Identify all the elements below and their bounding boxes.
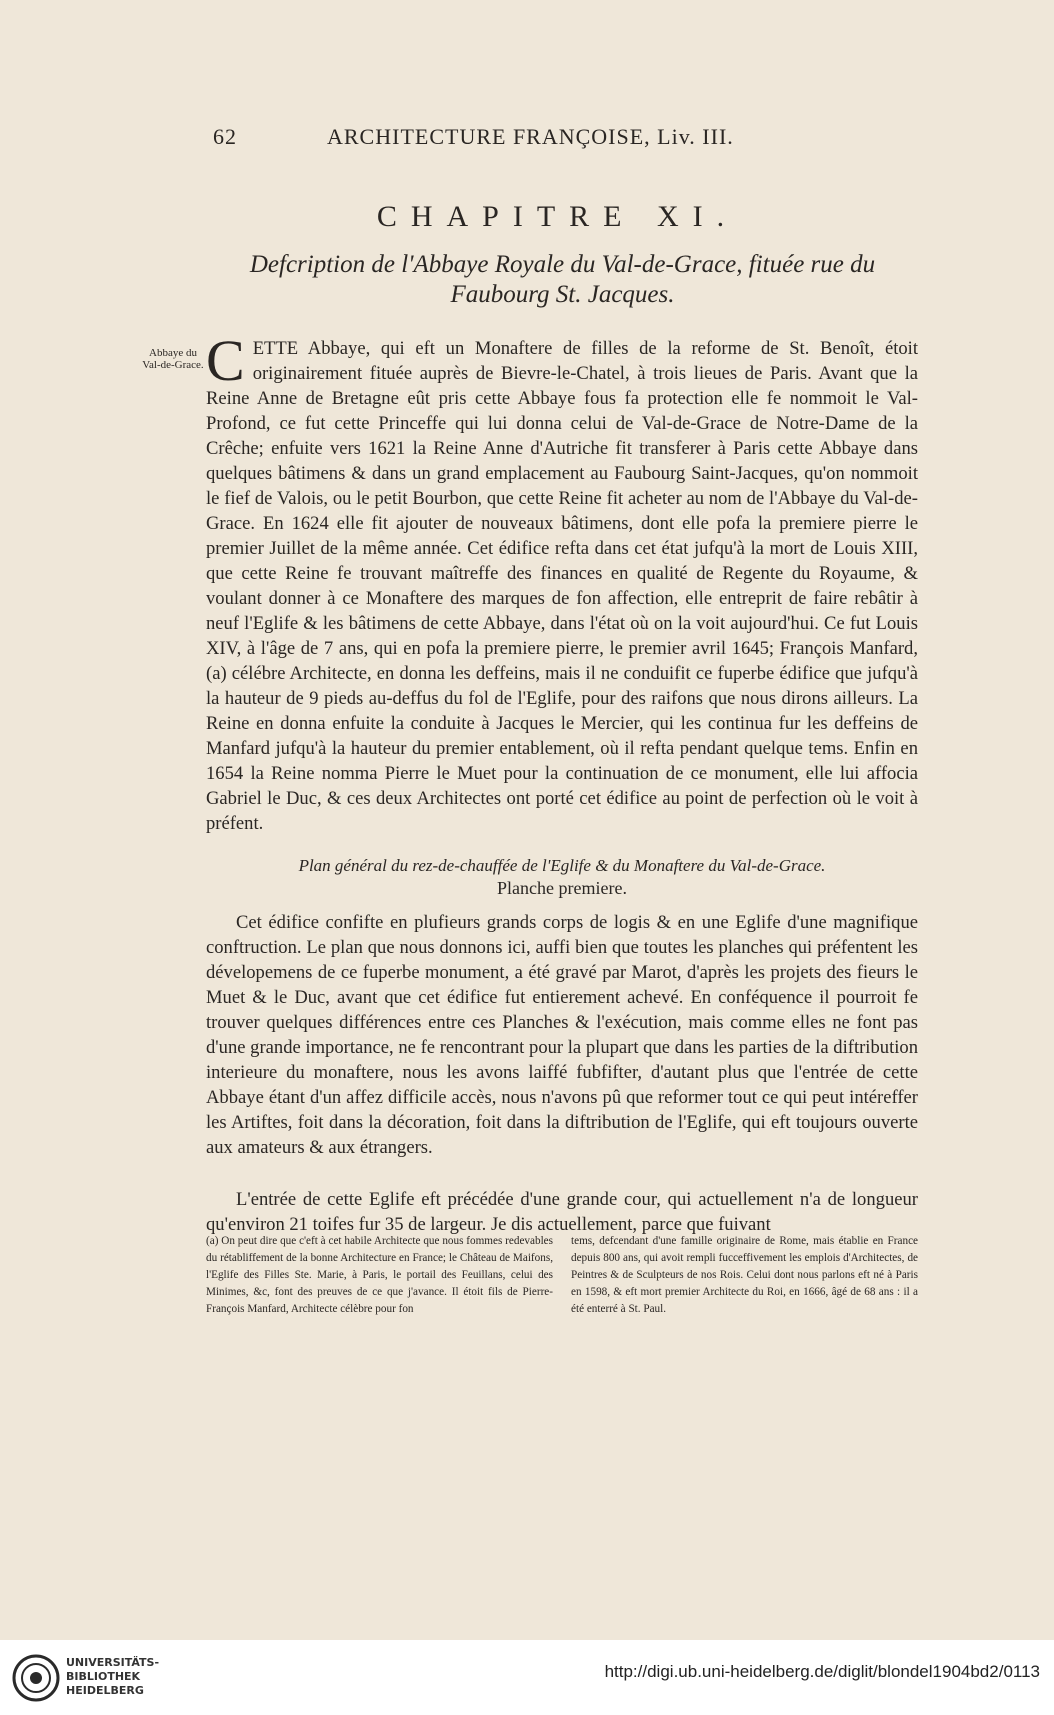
paragraph-1 bbox=[206, 328, 918, 836]
heidelberg-library-logo-icon[interactable] bbox=[12, 1654, 60, 1702]
paragraph-1-text: ETTE Abbaye, qui eft un Monaftere de filles de la reforme de St. Benoît, étoit originairement fituée auprès de Bievre-le-Chatel, à trois lieues de Paris. Avant que la Reine Anne de Bretagne eût pris cette Abbaye fous fa protection elle fe nommoit le Val-Profond, ce fut cette Princeffe qui lui donna celui de Val-de-Grace de Notre-Dame de la Crêche; enfuite vers 1621 la Reine Anne d'Autriche fit transferer à Paris cette Abbaye dans quelques bâtimens & dans un grand emplacement au Faubourg Saint-Jacques, qu'on nommoit le fief de Valois, ou le petit Bourbon, que cette Reine fit acheter au nom de l'Abbaye du Val-de-Grace. En 1624 elle fit ajouter de nouveaux bâtimens, dont elle pofa la premiere pierre le premier Juillet de la même année. Cet édifice refta dans cet état jufqu'à la mort de Louis XIII, que cette Reine fe trouvant maîtreffe des finances en qualité de Regente du Royaume, & voulant donner à ce Monaftere des marques de fon affection, elle entreprit de faire rebâtir à neuf l'Eglife & les bâtimens de cette Abbaye, dans l'état où on la voit aujourd'hui. Ce fut Louis XIV, à l'âge de 7 ans, qui en pofa la premiere pierre, le premier avril 1645; François Manfard, (a) célébre Architecte, en donna les deffeins, mais il ne conduifit ce fuperbe édifice que jufqu'à la hauteur de 9 pieds au-deffus du fol de l'Eglife, pour des raifons que nous dirons ailleurs. La Reine en donna enfuite la conduite à Jacques le Mercier, qui les continua fur les deffeins de Manfard jufqu'à la hauteur du premier entablement, où il refta pendant quelque tems. Enfin en 1654 la Reine nomma Pierre le Muet pour la continuation de ce monument, elle lui affocia Gabriel le Duc, & ces deux Architectes ont porté cet édifice au point de perfection où le voit à préfent. bbox=[206, 338, 918, 834]
footnotes bbox=[206, 1233, 918, 1318]
section-title: Plan général du rez-de-chauffée de l'Eglife & du Monaftere du Val-de-Grace. bbox=[298, 856, 826, 875]
chapter-heading: CHAPITRE XI. bbox=[376, 200, 739, 233]
library-name-line-3: HEIDELBERG bbox=[66, 1684, 144, 1697]
library-name-line-1: UNIVERSITÄTS- bbox=[66, 1656, 160, 1669]
footnote-column-2: tems, defcendant d'une famille originaire de Rome, mais établie en France depuis 800 ans, qui avoit rempli fucceffivement les emplois d'Architectes, de Peintres & de Sculpteurs de nos Rois. Celui dont nous parlons eft né à Paris en 1598, & eft mort premier Architecte du Roi, en 1666, âgé de 68 ans : il a été enterré à St. Paul. bbox=[571, 1235, 918, 1315]
library-name-line-2: BIBLIOTHEK bbox=[66, 1670, 141, 1683]
permalink-url[interactable]: http://digi.ub.uni-heidelberg.de/diglit/blondel1904bd2/0113 bbox=[604, 1662, 1040, 1681]
footnote-column-1: (a) On peut dire que c'eft à cet habile Architecte que nous fommes redevables du rétabliffement de la bonne Architecture en France; le Château de Maifons, l'Eglife des Filles Ste. Marie, à Paris, le portail des Feuillans, celui des Minimes, &c, font des preuves de ce que j'avance. Il étoit fils de Pierre-François Manfard, Architecte célèbre pour fon bbox=[206, 1235, 553, 1315]
paragraph-3: L'entrée de cette Eglife eft précédée d'une grande cour, qui actuellement n'a de longueur qu'environ 21 toifes fur 35 de largeur. Je dis actuellement, parce que fuivant bbox=[206, 1189, 918, 1235]
chapter-subtitle: Defcription de l'Abbaye Royale du Val-de-Grace, fituée rue du Faubourg St. Jacques. bbox=[249, 251, 876, 308]
library-name bbox=[66, 1656, 159, 1698]
paragraph-2: Cet édifice confifte en plufieurs grands corps de logis & en une Eglife d'une magnifique conftruction. Le plan que nous donnons ici, auffi bien que toutes les planches qui préfentent les dévelopemens de ce fuperbe monument, a été gravé par Marot, d'après les projets des fieurs le Muet & le Duc, avant que cet édifice fut entierement achevé. En conféquence il pourroit fe trouver quelques différences entre ces Planches & l'exécution, mais comme elles ne font pas d'une grande importance, ne fe rencontrant pour la plupart que dans les parties de la diftribution interieure du monaftere, nous les avons laiffé fubfifter, d'autant plus que l'entrée de cette Abbaye étant d'un affez difficile accès, nous n'avons pû que reformer tout ce qui peut intéreffer les Artiftes, foit dans la décoration, foit dans la diftribution de l'Eglife, qui eft toujours ouverte aux amateurs & aux étrangers. bbox=[206, 912, 918, 1158]
footer-bar bbox=[0, 1640, 1054, 1715]
drop-cap: C bbox=[206, 328, 245, 393]
section-subtitle: Planche premiere. bbox=[497, 878, 627, 898]
margin-note: Abbaye du Val-de-Grace. bbox=[142, 347, 204, 371]
page-number: 62 bbox=[213, 124, 237, 149]
running-title: ARCHITECTURE FRANÇOISE, Liv. III. bbox=[327, 124, 734, 149]
